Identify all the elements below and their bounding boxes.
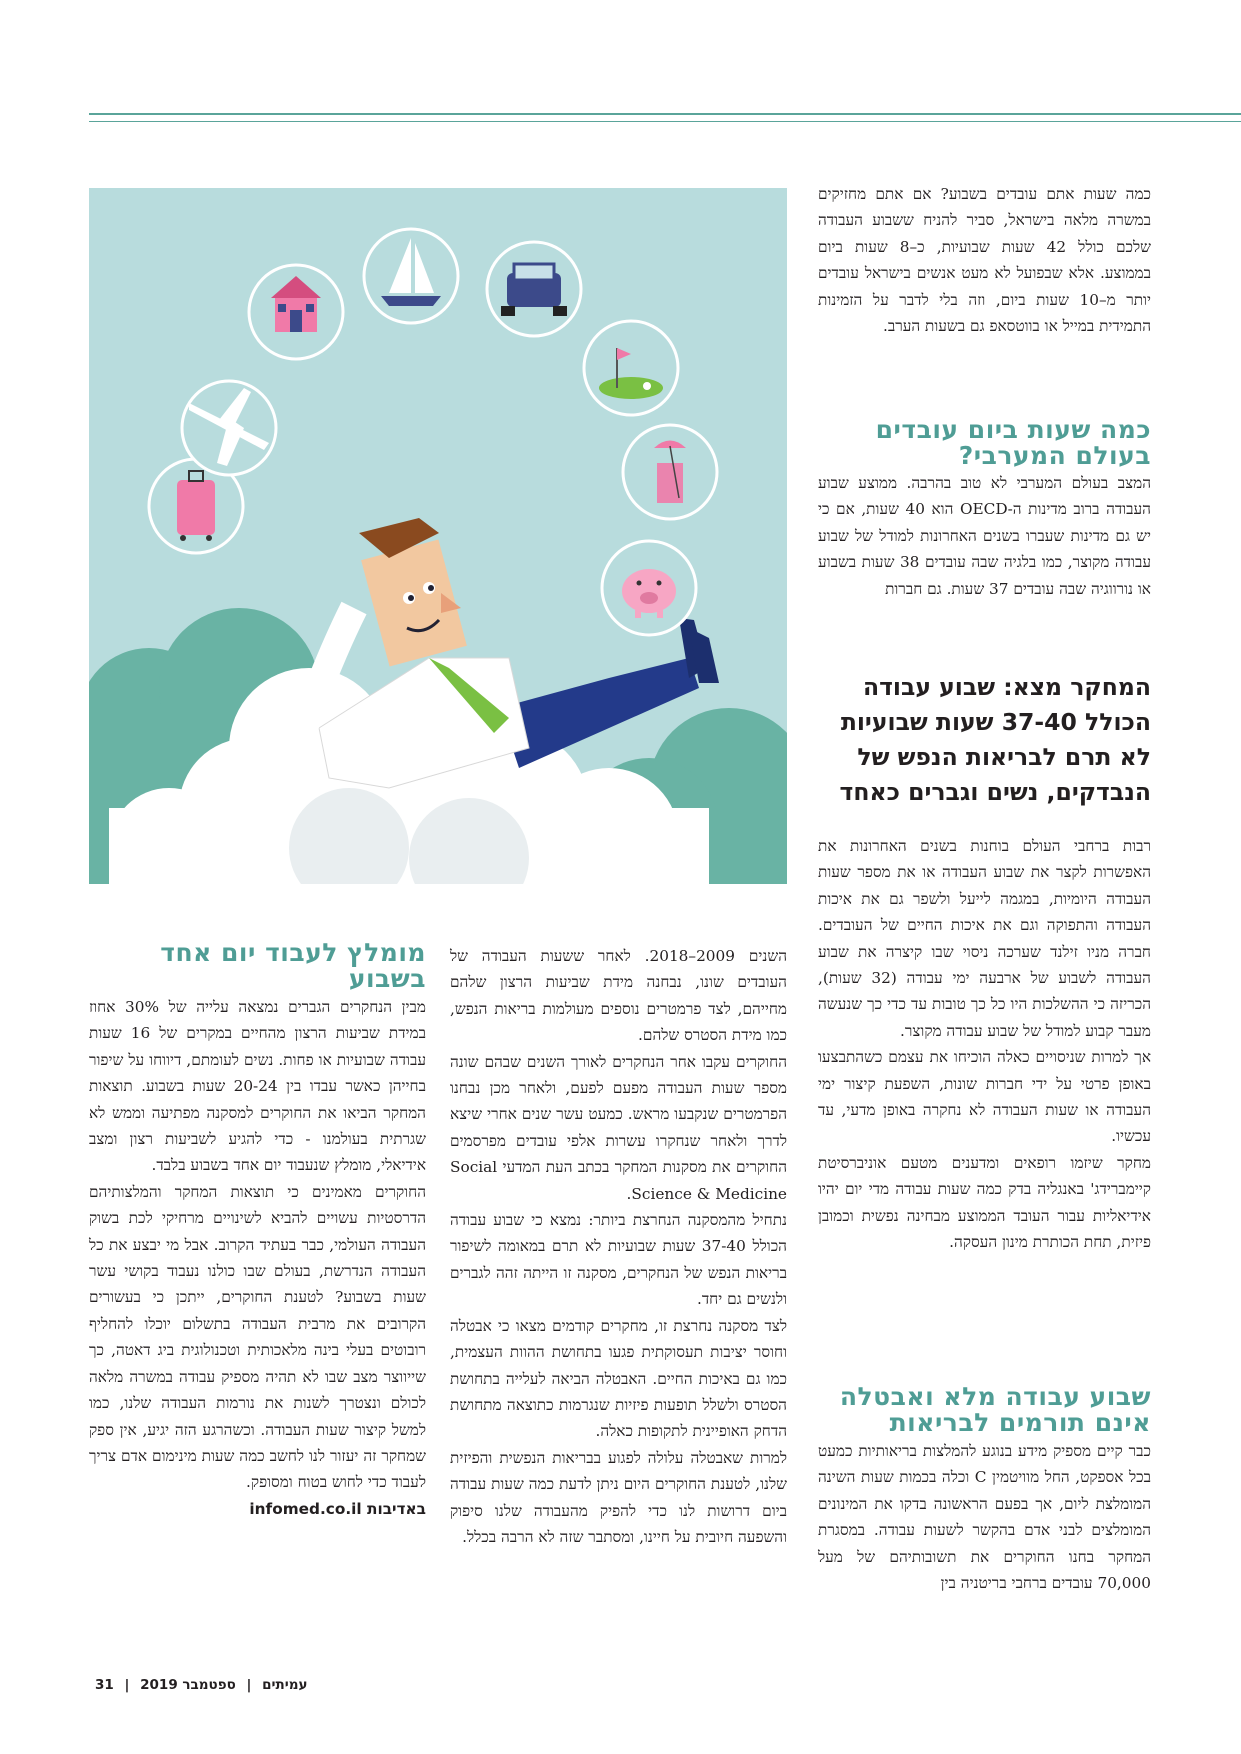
illustration-svg [89,188,787,884]
cambridge-paragraph: מחקר שיזמו רופאים ומדענים מטעם אוניברסיטת קיימברידג' באנגליה בדק כמה שעות עבודה מדי יום יהיו אידיאליות עבור העובד הממוצע מבחינה נפשית וכמובן פיזית, תחת הכותרת מינון העסקה. [818,1153,1151,1252]
heading-one-day: מומלץ לעבוד יום אחד בשבוע [160,938,426,993]
car-icon [487,242,581,336]
unemployment-paragraph: לצד מסקנה נחרצת זו, מחקרים קודמים מצאו כי אבטלה וחוסר יציבות תעסוקתית פגעו בתחושת ההוות העצמית, כמו גם באיכות החיים. האבטלה הביאה לעלייה בתחושת הסטרס ולשלל תופעות פיזיות שנגרמות כתוצאה מתחושת הדחק האופיינית לתקופות כאלה. [450,1316,787,1441]
footer-date: ספטמבר 2019 [140,1677,236,1693]
column-right-3 [818,833,1151,1256]
western-paragraph: המצב בעולם המערבי לא טוב בהרבה. ממוצע שבוע העבודה ברוב מדינות ה-OECD הוא 40 שעות, אם כי יש גם מדינות שעברו בשנים האחרונות למודל של שבוע עבודה מקוצר, כמו בלגיה שבה עובדים 38 שעות בשבוע או נורווגיה שבה עובדים 37 שעות. גם חברות [818,474,1151,598]
experiments-paragraph: אך למרות שניסויים כאלה הוכיחו את עצמם כשהתבצעו באופן פרטי על ידי חברות שונות, השפעת קיצור ימי העבודה או שעות העבודה לא נחקרה באופן מדעי, עד עכשיו. [818,1048,1151,1146]
hero-illustration [89,188,787,884]
top-rule-thin [89,121,1241,122]
companies-paragraph: רבות ברחבי העולם בוחנות בשנים האחרונות את האפשרות לקצר את שבוע העבודה או את מספר שעות העבודה היומיות, במגמה לייעל ולשפר גם את איכות העבודה והתפוקה וגם את איכות החיים של העובדים. חברה מניו זילנד שערכה ניסוי שבו קיצרה את שבוע העבודה לשבוע של ארבעה ימי עבודה (32 שעות), הכריזה כי ההשלכות היו כל כך טובות עד כדי כך שנעשה מעבר קבוע למודל של שבוע עבודה מקוצר. [818,837,1151,1040]
column-right [818,181,1151,339]
pull-quote: המחקר מצא: שבוע עבודה הכולל 37-40 שעות שבועיות לא תרם לבריאות הנפש של הנבדקים, נשים וגברים כאחד [839,673,1151,806]
footer-magazine: עמיתים [262,1677,308,1693]
future-paragraph: החוקרים מאמינים כי תוצאות המחקר והמלצותיהם הדרסטיות עשויים להביא לשינויים מרחיקי לכת בשוק העבודה העולמי, כבר בעתיד הקרוב. אבל מי יבצע את כל העבודה הנדרשת, בעולם שבו כולנו נעבוד בקושי עשר שעות בשבוע? לטענת החוקרים, ייתכן כי בעשורים הקרובים את מרבית העבודה בתשלום יוכלו להחליף רובוטים בעלי בינה מלאכותית וטכנולוגית ביג דאטה, כך שייווצר מצב שבו לא תהיה מספיק עבודה במשרה מלאה לכולם ונצטרך לשנות את נורמות העבודה שלנו, כמו למשל קיצור שעות העבודה. וכשהרגע הזה יגיע, אין ספק שמחקר זה יעזור לנו לחשב כמה שעות מינימום אדם צריך לעבוד כדי לחוש בטוח ומסופק. [89,1182,426,1492]
men-women-paragraph: מבין הנחקרים הגברים נמצאה עלייה של 30% אחוז במידת שביעות הרצון מהחיים במקרים של 16 שעות עבודה שבועיות או פחות. נשים לעומתם, דיווחו על שיפור בחייהן כאשר עבדו בין 20-24 שעות בשבוע. תוצאות המחקר הביאו את החוקרים למסקנה מפתיעה וממש לא שגרתית בעולמנו - כדי להגיע לשביעות רצון ומצב אידיאלי, מומלץ שנעבוד יום אחד בשבוע בלבד. [89,998,426,1175]
house-icon [249,265,343,359]
golf-icon [584,321,678,415]
heading-full-week: שבוע עבודה מלא ואבטלה אינם תורמים לבריאות [839,1382,1151,1437]
column-right-4 [818,1438,1151,1596]
column-right-2 [818,470,1151,602]
airplane-icon [182,381,276,475]
heading-western-hours: כמה שעות ביום עובדים בעולם המערבי? [875,415,1151,470]
tracking-paragraph: החוקרים עקבו אחר הנחקרים לאורך השנים שבהם שונה מספר שעות העבודה מפעם לפעם, ולאחר מכן נבחנו הפרמטרים שנקבעו מראש. כמעט עשר שנים אחרי שיצא לדרך ולאחר שנחקרו עשרות אלפי עובדים מפרסמים החוקרים את מסקנות המחקר בכתב העת המדעי Social Science & Medicine. [450,1052,787,1203]
recommendations-paragraph: כבר קיים מספיק מידע בנוגע להמלצות בריאותיות כמעט בכל אספקט, החל מוויטמין C וכלה בכמות שעות השינה המומלצת ליום, אך בפעם הראשונה בדקו את המינונים המומלצים לבני אדם בהקשר לשעות עבודה. במסגרת המחקר בחנו החוקרים את תשובותיהם של מעל 70,000 עובדים ברחבי בריטניה בין [818,1442,1151,1593]
top-rule [89,113,1241,115]
column-left [89,994,426,1522]
footer-separator: | [246,1677,252,1693]
sailboat-icon [364,229,458,323]
drink-icon [623,425,717,519]
page-footer [89,1677,307,1693]
conclusion-paragraph: נתחיל מהמסקנה הנחרצת ביותר: נמצא כי שבוע עבודה הכולל 37-40 שעות שבועיות לא תרם במאומה לשיפור בריאות הנפש של הנחקרים, מסקנה זו הייתה זהה לגברים ולנשים גם יחד. [450,1211,787,1309]
years-paragraph: השנים 2009–2018. לאחר ששעות העבודה של העובדים שונו, נבחנה מידת שביעות הרצון שלהם מחייהם, לצד פרמטרים נוספים מעולמות בריאות הנפש, כמו מידת הסטרס שלהם. [450,947,787,1045]
intro-paragraph: כמה שעות אתם עובדים בשבוע? אם אתם מחזיקים במשרה מלאה בישראל, סביר להניח ששבוע העבודה שלכם כולל 42 שעות שבועיות, כ–8 שעות ביום בממוצע. אלא שבפועל לא מעט אנשים בישראל עובדים יותר מ–10 שעות ביום, וזה בלי לדבר על הזמינות התמידית במייל או בווטסאפ גם בשעות הערב. [818,185,1151,336]
piggy-bank-icon [602,541,696,635]
source-credit: באדיבות infomed.co.il [249,1499,426,1518]
footer-page-number: 31 [95,1677,114,1693]
column-middle [450,943,787,1550]
footer-separator-2: | [124,1677,130,1693]
hours-needed-paragraph: למרות שאבטלה עלולה לפגוע בבריאות הנפשית והפיזית שלנו, לטענת החוקרים היום ניתן לדעת כמה שעות עבודה ביום דרושות לנו כדי להפיק מהעבודה שלנו סיפוק והשפעה חיובית על חיינו, ומסתבר שזה לא הרבה בכלל. [450,1448,787,1546]
